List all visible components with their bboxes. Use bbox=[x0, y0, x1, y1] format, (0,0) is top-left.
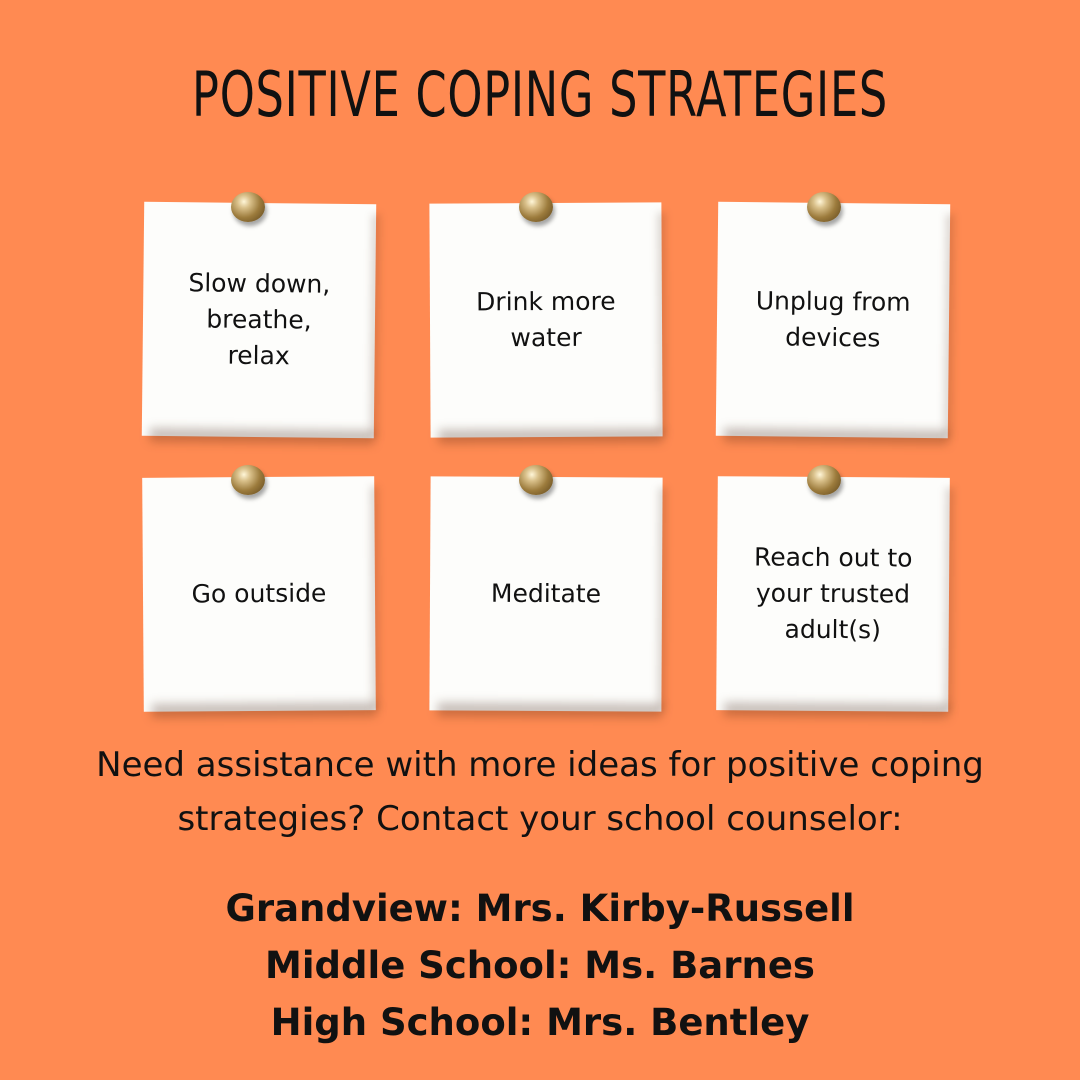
pushpin-icon bbox=[231, 192, 265, 222]
pushpin-icon bbox=[807, 465, 841, 495]
note-text: Reach out to your trusted adult(s) bbox=[753, 542, 913, 645]
note-text: Unplug from devices bbox=[755, 286, 911, 353]
sticky-note bbox=[142, 202, 376, 438]
sticky-note bbox=[142, 476, 376, 712]
pushpin-icon bbox=[519, 192, 553, 222]
sticky-note bbox=[429, 476, 662, 711]
sticky-note bbox=[716, 202, 950, 438]
contact-line: High School: Mrs. Bentley bbox=[270, 1001, 810, 1044]
poster-title: POSITIVE COPING STRATEGIES bbox=[192, 58, 888, 131]
pushpin-icon bbox=[519, 465, 553, 495]
sticky-note bbox=[716, 476, 950, 712]
pushpin-icon bbox=[807, 192, 841, 222]
pushpin-icon bbox=[231, 465, 265, 495]
sticky-note bbox=[429, 202, 662, 437]
note-text: Slow down, breathe, relax bbox=[188, 268, 331, 371]
note-text: Drink more water bbox=[476, 286, 616, 353]
contact-line: Grandview: Mrs. Kirby-Russell bbox=[225, 887, 855, 930]
counselor-contacts bbox=[0, 880, 1080, 1051]
contact-line: Middle School: Ms. Barnes bbox=[265, 944, 815, 987]
note-text: Go outside bbox=[191, 578, 327, 609]
note-text: Meditate bbox=[490, 578, 602, 609]
counselor-message: Need assistance with more ideas for positive coping strategies? Contact your school counselor: bbox=[96, 745, 984, 839]
